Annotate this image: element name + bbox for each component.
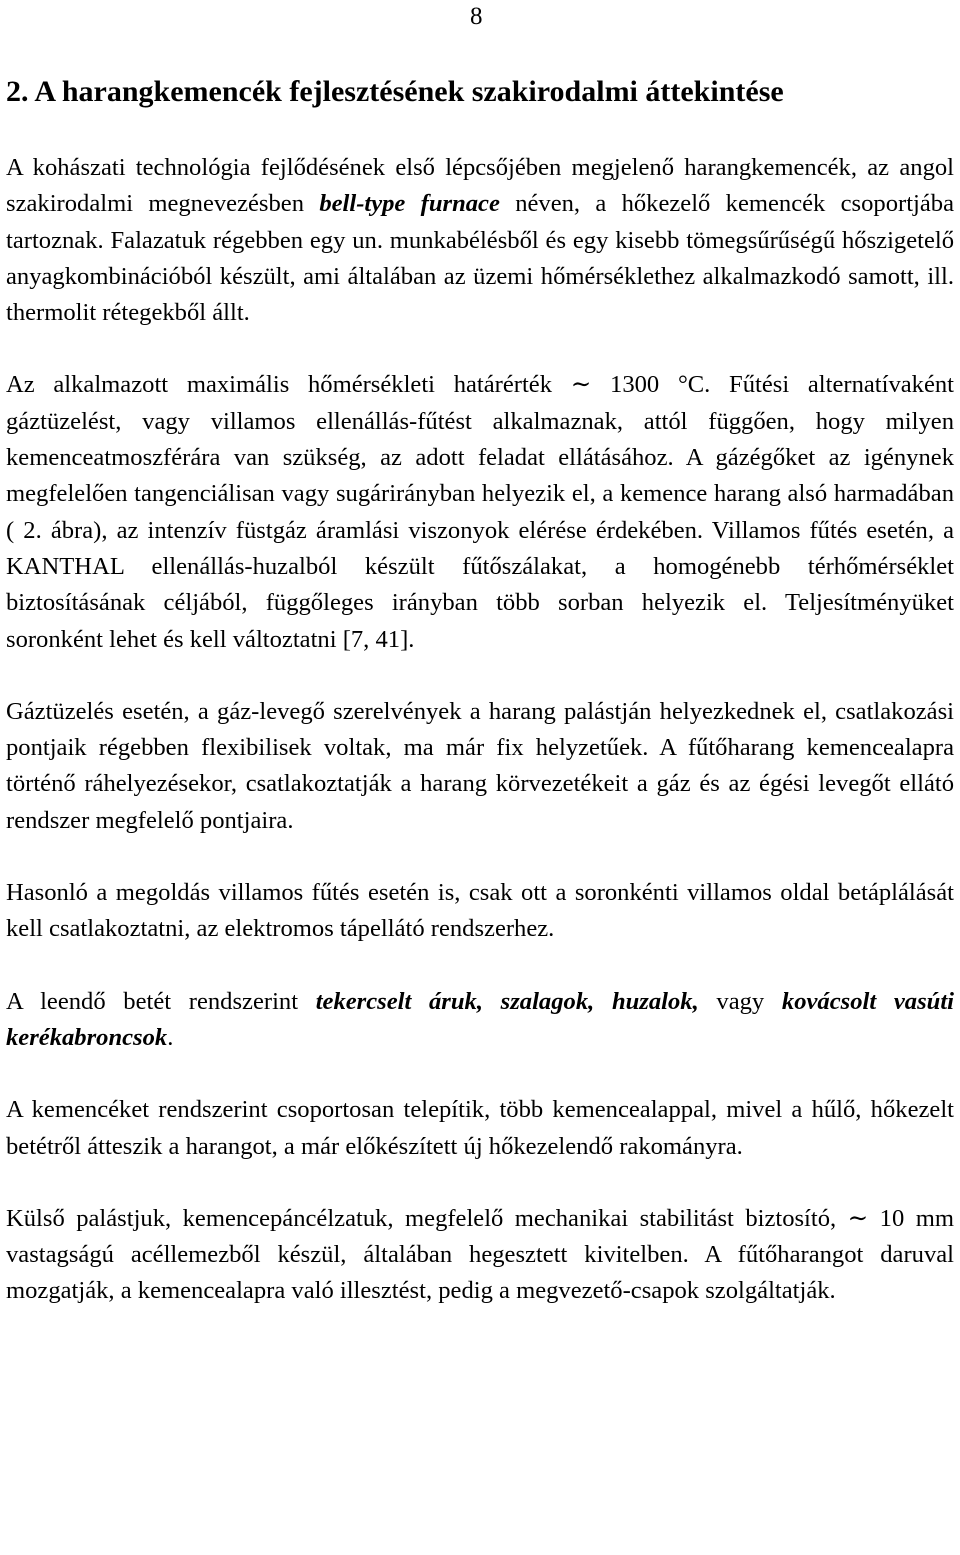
text-segment: A kohászati technológia fejlődésének első lépcsőjében megjelenő harangkemencék, az angol szakirodalmi megnevezésben (6, 154, 954, 218)
text-segment: Az alkalmazott maximális hőmérsékleti határérték ∼ 1300 °C. Fűtési alternatívaként gáztüzelést, vagy villamos ellenállás-fűtést alkalmaznak, attól függően, hogy milyen kemenceatmoszférára van szükség, az adott feladat ellátásához. A gázégőket az igénynek megfelelően tangenciálisan vagy sugárirányban helyezik el, a kemence harang alsó harmadában ( 2. ábra), az intenzív füstgáz áramlási viszonyok elérése érdekében. Villamos fűtés esetén, a KANTHAL ellenállás-huzalból készült fűtőszálakat, a homogénebb térhőmérséklet biztosításának céljából, függőleges irányban több sorban helyezik el. Teljesítményüket soronként lehet és kell változtatni [7, 41]. (6, 371, 954, 653)
body-text (6, 150, 954, 1310)
text-segment: A leendő betét rendszerint (6, 987, 316, 1015)
text-segment: . (167, 1023, 174, 1051)
text-segment: Külső palástjuk, kemencepáncélzatuk, megfelelő mechanikai stabilitást biztosító, ∼ 10 mm vastagságú acéllemezből készül, általában hegesztett kivitelben. A fűtőharangot daruval mozgatják, a kemencealapra való illesztést, pedig a megvezető-csapok szolgáltatják. (6, 1204, 954, 1305)
text-segment: néven, a hőkezelő kemencék csoportjába tartoznak. Falazatuk régebben egy un. munkabélésből és egy kisebb tömegsűrűségű hőszigetelő anyagkombinációból készült, ami általában az üzemi hőmérséklethez alkalmazkodó samott, ill. thermolit rétegekből állt. (6, 190, 954, 327)
term-bell-type-furnace: bell-type furnace (319, 190, 500, 218)
paragraph-heating (6, 367, 954, 657)
paragraph-intro (6, 150, 954, 331)
paragraph-electric-heating (6, 875, 954, 948)
section-heading: 2. A harangkemencék fejlesztésének szakirodalmi áttekintése (6, 75, 784, 108)
text-segment: vagy (698, 987, 782, 1015)
term-coiled-goods: tekercselt áruk, szalagok, huzalok, (315, 987, 699, 1015)
paragraph-gas-firing (6, 694, 954, 839)
paragraph-installation (6, 1092, 954, 1165)
term-forged-wheel-tyres: kovácsolt vasúti kerékabroncsok (6, 987, 954, 1051)
text-segment: Hasonló a megoldás villamos fűtés esetén is, csak ott a soronkénti villamos oldal betáplálását kell csatlakoztatni, az elektromos tápellátó rendszerhez. (6, 879, 954, 943)
paragraph-shell (6, 1201, 954, 1310)
text-segment: A kemencéket rendszerint csoportosan telepítik, több kemencealappal, mivel a hűlő, hőkezelt betétről átteszik a harangot, a már előkészített új hőkezelendő rakományra. (6, 1096, 954, 1160)
paragraph-charge (6, 984, 954, 1057)
text-segment: Gáztüzelés esetén, a gáz-levegő szerelvények a harang palástján helyezkednek el, csatlakozási pontjaik régebben flexibilisek voltak, ma már fix helyzetűek. A fűtőharang kemencealapra történő ráhelyezésekor, csatlakoztatják a harang körvezetékeit a gáz és az égési levegőt ellátó rendszer megfelelő pontjaira. (6, 697, 954, 834)
page-number: 8 (470, 3, 483, 30)
